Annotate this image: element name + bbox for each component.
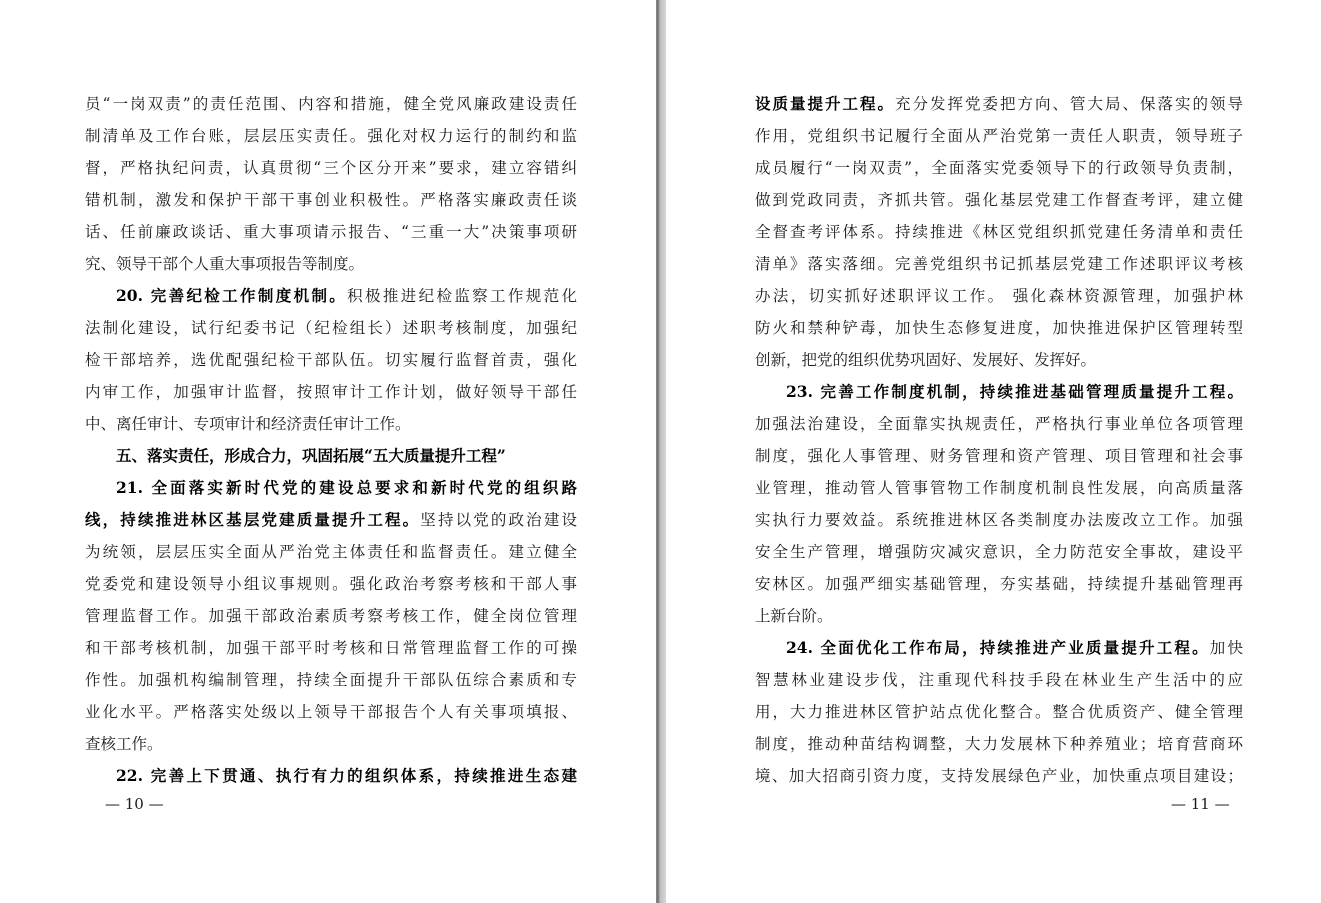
text-line bbox=[85, 376, 577, 408]
body-text: 上新台阶。 bbox=[755, 607, 833, 625]
bold-heading-text: 23. 完善工作制度机制，持续推进基础管理质量提升工程。 bbox=[786, 382, 1243, 401]
left-page bbox=[0, 0, 656, 903]
right-page-body bbox=[755, 88, 1243, 792]
body-text: 清单》落实落细。完善党组织书记抓基层党建工作述职评议考核 bbox=[755, 255, 1243, 273]
bold-heading-text: 22. 完善上下贯通、执行有力的组织体系，持续推进生态建 bbox=[116, 766, 577, 785]
body-text: 管理监督工作。加强干部政治素质考察考核工作，健全岗位管理 bbox=[85, 607, 577, 625]
text-line bbox=[85, 88, 577, 120]
body-text: 督，严格执纪问责，认真贯彻“三个区分开来”要求，建立容错纠 bbox=[85, 159, 577, 177]
bold-heading-text: 21. 全面落实新时代党的建设总要求和新时代党的组织路 bbox=[116, 478, 577, 497]
body-text: 究、领导干部个人重大事项报告等制度。 bbox=[85, 255, 365, 273]
bold-heading-text: 24. 全面优化工作布局，持续推进产业质量提升工程。 bbox=[786, 638, 1210, 657]
body-text: 防火和禁种铲毒，加快生态修复进度，加快推进保护区管理转型 bbox=[755, 319, 1243, 337]
text-line bbox=[755, 120, 1243, 152]
text-line bbox=[85, 312, 577, 344]
page-number-left: — 10 — bbox=[105, 795, 164, 813]
body-text: 党委党和建设领导小组议事规则。强化政治考察考核和干部人事 bbox=[85, 575, 577, 593]
page-number-right: — 11 — bbox=[1171, 795, 1230, 813]
body-text: 错机制，激发和保护干部干事创业积极性。严格落实廉政责任谈 bbox=[85, 191, 577, 209]
text-line bbox=[755, 600, 1243, 632]
text-line bbox=[755, 440, 1243, 472]
body-text: 境、加大招商引资力度，支持发展绿色产业，加快重点项目建设； bbox=[755, 767, 1243, 785]
text-line bbox=[85, 344, 577, 376]
body-text: 内审工作，加强审计监督，按照审计工作计划，做好领导干部任 bbox=[85, 383, 577, 401]
body-text: 用，大力推进林区管护站点优化整合。整合优质资产、健全管理 bbox=[755, 703, 1243, 721]
text-line bbox=[85, 600, 577, 632]
text-line bbox=[755, 664, 1243, 696]
body-text: 全督查考评体系。持续推进《林区党组织抓党建任务清单和责任 bbox=[755, 223, 1243, 241]
body-text: 成员履行“一岗双责”，全面落实党委领导下的行政领导负责制， bbox=[755, 159, 1243, 177]
text-line bbox=[85, 184, 577, 216]
text-line bbox=[755, 760, 1243, 792]
text-line bbox=[85, 120, 577, 152]
body-text: 制度，推动种苗结构调整，大力发展林下种养殖业；培育营商环 bbox=[755, 735, 1243, 753]
body-text: 安林区。加强严细实基础管理，夯实基础，持续提升基础管理再 bbox=[755, 575, 1243, 593]
text-line bbox=[755, 280, 1243, 312]
body-text: 坚持以党的政治建设 bbox=[420, 511, 577, 529]
body-text: 充分发挥党委把方向、管大局、保落实的领导 bbox=[895, 95, 1243, 113]
text-line bbox=[85, 632, 577, 664]
text-line bbox=[755, 312, 1243, 344]
bold-heading-text: 20. 完善纪检工作制度机制。 bbox=[116, 286, 348, 305]
body-text: 实执行力要效益。系统推进林区各类制度办法废改立工作。加强 bbox=[755, 511, 1243, 529]
body-text: 话、任前廉政谈话、重大事项请示报告、“三重一大”决策事项研 bbox=[85, 223, 577, 241]
body-text: 加快 bbox=[1209, 639, 1243, 657]
text-line bbox=[85, 152, 577, 184]
body-text: 作性。加强机构编制管理，持续全面提升干部队伍综合素质和专 bbox=[85, 671, 577, 689]
text-line bbox=[755, 408, 1243, 440]
text-line bbox=[755, 376, 1243, 408]
text-line bbox=[85, 280, 577, 312]
bold-heading-text: 线，持续推进林区基层党建质量提升工程。 bbox=[85, 510, 421, 529]
text-line bbox=[755, 248, 1243, 280]
body-text: 积极推进纪检监察工作规范化 bbox=[347, 287, 577, 305]
text-line bbox=[755, 344, 1243, 376]
body-text: 作用，党组织书记履行全面从严治党第一责任人职责，领导班子 bbox=[755, 127, 1243, 145]
bold-heading-text: 五、落实责任，形成合力，巩固拓展“五大质量提升工程” bbox=[116, 446, 506, 465]
text-line bbox=[755, 504, 1243, 536]
text-line bbox=[85, 248, 577, 280]
text-line bbox=[755, 696, 1243, 728]
body-text: 查核工作。 bbox=[85, 735, 163, 753]
body-text: 法制化建设，试行纪委书记（纪检组长）述职考核制度，加强纪 bbox=[85, 319, 577, 337]
text-line bbox=[755, 184, 1243, 216]
text-line bbox=[85, 696, 577, 728]
text-line bbox=[85, 440, 577, 472]
body-text: 加强法治建设，全面靠实执规责任，严格执行事业单位各项管理 bbox=[755, 415, 1243, 433]
body-text: 和干部考核机制，加强干部平时考核和日常管理监督工作的可操 bbox=[85, 639, 577, 657]
body-text: 安全生产管理，增强防灾减灾意识，全力防范安全事故，建设平 bbox=[755, 543, 1243, 561]
text-line bbox=[85, 216, 577, 248]
text-line bbox=[85, 728, 577, 760]
body-text: 做到党政同责，齐抓共管。强化基层党建工作督查考评，建立健 bbox=[755, 191, 1243, 209]
text-line bbox=[85, 536, 577, 568]
text-line bbox=[85, 472, 577, 504]
text-line bbox=[755, 88, 1243, 120]
body-text: 业化水平。严格落实处级以上领导干部报告个人有关事项填报、 bbox=[85, 703, 577, 721]
text-line bbox=[755, 568, 1243, 600]
text-line bbox=[755, 728, 1243, 760]
body-text: 员“一岗双责”的责任范围、内容和措施，健全党风廉政建设责任 bbox=[85, 95, 577, 113]
body-text: 检干部培养，选优配强纪检干部队伍。切实履行监督首责，强化 bbox=[85, 351, 577, 369]
text-line bbox=[755, 536, 1243, 568]
text-line bbox=[755, 216, 1243, 248]
text-line bbox=[85, 408, 577, 440]
text-line bbox=[755, 152, 1243, 184]
bold-heading-text: 设质量提升工程。 bbox=[755, 94, 895, 113]
body-text: 创新，把党的组织优势巩固好、发展好、发挥好。 bbox=[755, 351, 1097, 369]
text-line bbox=[85, 504, 577, 536]
body-text: 制度，强化人事管理、财务管理和资产管理、项目管理和社会事 bbox=[755, 447, 1243, 465]
left-page-body bbox=[85, 88, 577, 792]
body-text: 制清单及工作台账，层层压实责任。强化对权力运行的制约和监 bbox=[85, 127, 577, 145]
body-text: 为统领，层层压实全面从严治党主体责任和监督责任。建立健全 bbox=[85, 543, 577, 561]
right-page bbox=[666, 0, 1321, 903]
body-text: 智慧林业建设步伐，注重现代科技手段在林业生产生活中的应 bbox=[755, 671, 1243, 689]
page-gutter bbox=[656, 0, 666, 903]
body-text: 业管理，推动管人管事管物工作制度机制良性发展，向高质量落 bbox=[755, 479, 1243, 497]
text-line bbox=[85, 664, 577, 696]
text-line bbox=[85, 760, 577, 792]
body-text: 办法，切实抓好述职评议工作。 强化森林资源管理，加强护林 bbox=[755, 287, 1243, 305]
text-line bbox=[755, 632, 1243, 664]
body-text: 中、离任审计、专项审计和经济责任审计工作。 bbox=[85, 415, 411, 433]
text-line bbox=[85, 568, 577, 600]
text-line bbox=[755, 472, 1243, 504]
